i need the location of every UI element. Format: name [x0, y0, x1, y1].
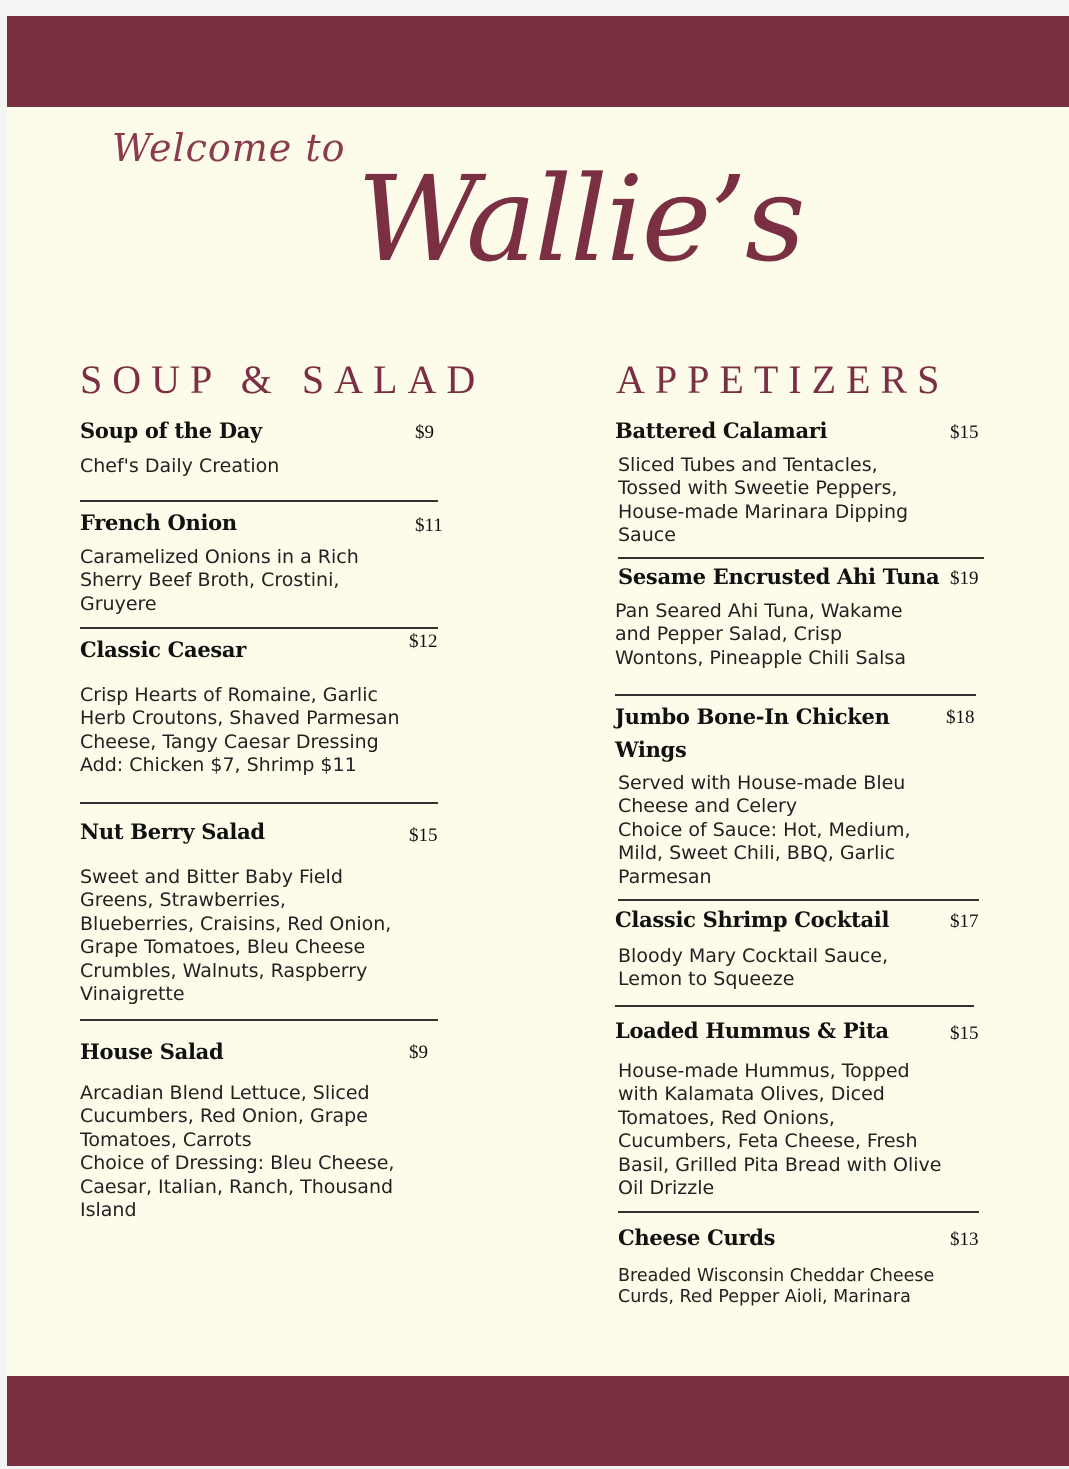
item-name: Battered Calamari: [615, 418, 828, 443]
item-price: $9: [409, 1042, 428, 1063]
description-line: Tomatoes, Red Onions,: [618, 1106, 835, 1129]
description-line: Oil Drizzle: [618, 1177, 715, 1200]
description-line: Sherry Beef Broth, Crostini,: [80, 569, 340, 592]
item-name: Classic Shrimp Cocktail: [615, 907, 890, 932]
item-description: [80, 866, 391, 1006]
item-price: $11: [415, 515, 443, 536]
description-line: Gruyere: [80, 592, 157, 615]
description-line: Caramelized Onions in a Rich: [80, 546, 359, 568]
item-description: [80, 1082, 394, 1222]
description-line: Breaded Wisconsin Cheddar Cheese: [618, 1266, 935, 1286]
description-line: and Pepper Salad, Crisp: [615, 623, 842, 646]
description-line: Sweet and Bitter Baby Field: [80, 866, 343, 888]
description-line: Curds, Red Pepper Aioli, Marinara: [618, 1287, 911, 1307]
item-description: [618, 454, 908, 548]
description-line: House-made Marinara Dipping: [618, 500, 909, 523]
item-name: Sesame Encrusted Ahi Tuna: [618, 564, 940, 589]
top-banner: [7, 16, 1069, 107]
item-price: $13: [950, 1229, 979, 1250]
description-line: Cucumbers, Red Onion, Grape: [80, 1105, 368, 1128]
item-price: $12: [409, 631, 438, 652]
description-line: Arcadian Blend Lettuce, Sliced: [80, 1082, 370, 1104]
description-line: Cheese and Celery: [618, 795, 798, 818]
item-price: $18: [946, 707, 975, 728]
item-description: [80, 546, 359, 616]
description-line: Grape Tomatoes, Bleu Cheese: [80, 936, 366, 959]
description-line: Basil, Grilled Pita Bread with Olive: [618, 1153, 942, 1176]
description-line: Blueberries, Craisins, Red Onion,: [80, 912, 392, 935]
description-line: Served with House-made Bleu: [618, 772, 906, 794]
menu-page: [7, 16, 1069, 1466]
section-title-appetizers: APPETIZERS: [616, 357, 950, 402]
divider: [80, 500, 438, 502]
divider: [615, 694, 976, 696]
description-line: Cheese, Tangy Caesar Dressing: [80, 730, 379, 753]
item-description: [618, 772, 911, 889]
description-line: Island: [80, 1199, 137, 1222]
description-line: Tomatoes, Carrots: [80, 1128, 252, 1151]
description-line: Crisp Hearts of Romaine, Garlic: [80, 684, 378, 706]
item-price: $17: [950, 911, 979, 932]
divider: [80, 1019, 438, 1021]
description-line: Caesar, Italian, Ranch, Thousand: [80, 1175, 394, 1198]
divider: [80, 802, 438, 804]
description-line: Pan Seared Ahi Tuna, Wakame: [615, 600, 903, 622]
description-line: Vinaigrette: [80, 983, 185, 1006]
item-name: Jumbo Bone-In Chicken Wings: [615, 704, 890, 762]
item-description: [615, 600, 906, 670]
description-line: Add: Chicken $7, Shrimp $11: [80, 754, 357, 777]
description-line: House-made Hummus, Topped: [618, 1060, 910, 1082]
item-price: $15: [950, 1023, 979, 1044]
divider: [618, 557, 984, 559]
item-description: [618, 1266, 934, 1308]
divider: [618, 1211, 979, 1213]
description-line: Sauce: [618, 524, 676, 547]
divider: [80, 627, 438, 629]
item-description: [80, 684, 400, 778]
description-line: Choice of Sauce: Hot, Medium,: [618, 818, 911, 841]
section-title-soup-salad: SOUP & SALAD: [80, 357, 486, 402]
description-line: Crumbles, Walnuts, Raspberry: [80, 959, 368, 982]
item-name: Loaded Hummus & Pita: [615, 1018, 889, 1043]
description-line: Tossed with Sweetie Peppers,: [618, 477, 898, 500]
description-line: Bloody Mary Cocktail Sauce,: [618, 945, 888, 967]
description-line: Parmesan: [618, 865, 712, 888]
restaurant-name: Wallie’s: [357, 150, 804, 288]
item-name: Soup of the Day: [80, 418, 262, 443]
description-line: Cucumbers, Feta Cheese, Fresh: [618, 1130, 918, 1153]
description-line: Greens, Strawberries,: [80, 889, 286, 912]
bottom-banner: [7, 1376, 1069, 1466]
item-name: Nut Berry Salad: [80, 819, 265, 844]
welcome-text: Welcome to: [112, 126, 346, 170]
item-name: House Salad: [80, 1039, 224, 1064]
item-price: $15: [409, 825, 438, 846]
description-line: Chef's Daily Creation: [80, 455, 280, 477]
item-price: $15: [950, 422, 979, 443]
item-description: [80, 455, 279, 478]
description-line: Lemon to Squeeze: [618, 968, 795, 991]
item-name: French Onion: [80, 510, 237, 535]
description-line: Mild, Sweet Chili, BBQ, Garlic: [618, 842, 896, 865]
item-description: [618, 945, 888, 992]
description-line: Choice of Dressing: Bleu Cheese,: [80, 1152, 395, 1175]
item-name: Cheese Curds: [618, 1225, 776, 1250]
divider: [618, 899, 979, 901]
item-price: $19: [950, 568, 979, 589]
description-line: Wontons, Pineapple Chili Salsa: [615, 646, 906, 669]
description-line: with Kalamata Olives, Diced: [618, 1083, 885, 1106]
item-description: [618, 1060, 941, 1200]
description-line: Sliced Tubes and Tentacles,: [618, 454, 878, 476]
divider: [615, 1005, 974, 1007]
item-price: $9: [415, 422, 434, 443]
description-line: Herb Croutons, Shaved Parmesan: [80, 707, 400, 730]
item-name: Classic Caesar: [80, 637, 246, 662]
